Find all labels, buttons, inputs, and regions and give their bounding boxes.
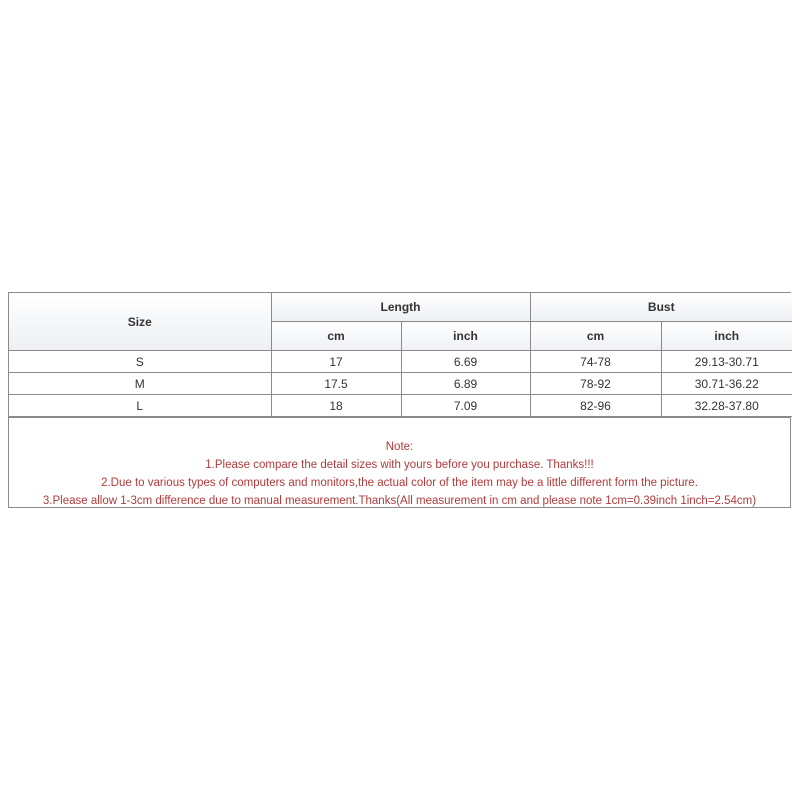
bust-cm-value: 82-96 (530, 395, 661, 417)
size-table (9, 293, 792, 417)
bust-inch-value: 30.71-36.22 (661, 373, 792, 395)
size-value: L (9, 395, 271, 417)
length-inch-value: 7.09 (401, 395, 530, 417)
size-value: M (9, 373, 271, 395)
table-row (9, 395, 792, 417)
length-header: Length (271, 293, 530, 322)
table-row (9, 351, 792, 373)
bust-cm-value: 78-92 (530, 373, 661, 395)
length-cm-value: 17.5 (271, 373, 401, 395)
length-inch-header: inch (401, 322, 530, 351)
notes-title: Note: (385, 441, 414, 453)
table-row (9, 373, 792, 395)
length-inch-value: 6.89 (401, 373, 530, 395)
bust-cm-value: 74-78 (530, 351, 661, 373)
size-chart (8, 292, 791, 508)
length-cm-header: cm (271, 322, 401, 351)
length-cm-value: 18 (271, 395, 401, 417)
notes-section (9, 417, 790, 509)
size-value: S (9, 351, 271, 373)
size-header: Size (9, 293, 271, 351)
header-row (9, 293, 792, 322)
bust-header: Bust (530, 293, 792, 322)
length-cm-value: 17 (271, 351, 401, 373)
bust-inch-value: 29.13-30.71 (661, 351, 792, 373)
bust-cm-header: cm (530, 322, 661, 351)
bust-inch-value: 32.28-37.80 (661, 395, 792, 417)
note-line: 3.Please allow 1-3cm difference due to manual measurement.Thanks(All measurement in cm and please note 1cm=0.39inch 1inch=2.54cm) (42, 495, 757, 507)
note-line: 1.Please compare the detail sizes with yours before you purchase. Thanks!!! (205, 459, 594, 471)
note-line: 2.Due to various types of computers and monitors,the actual color of the item may be a little different form the picture. (101, 477, 698, 489)
length-inch-value: 6.69 (401, 351, 530, 373)
bust-inch-header: inch (661, 322, 792, 351)
